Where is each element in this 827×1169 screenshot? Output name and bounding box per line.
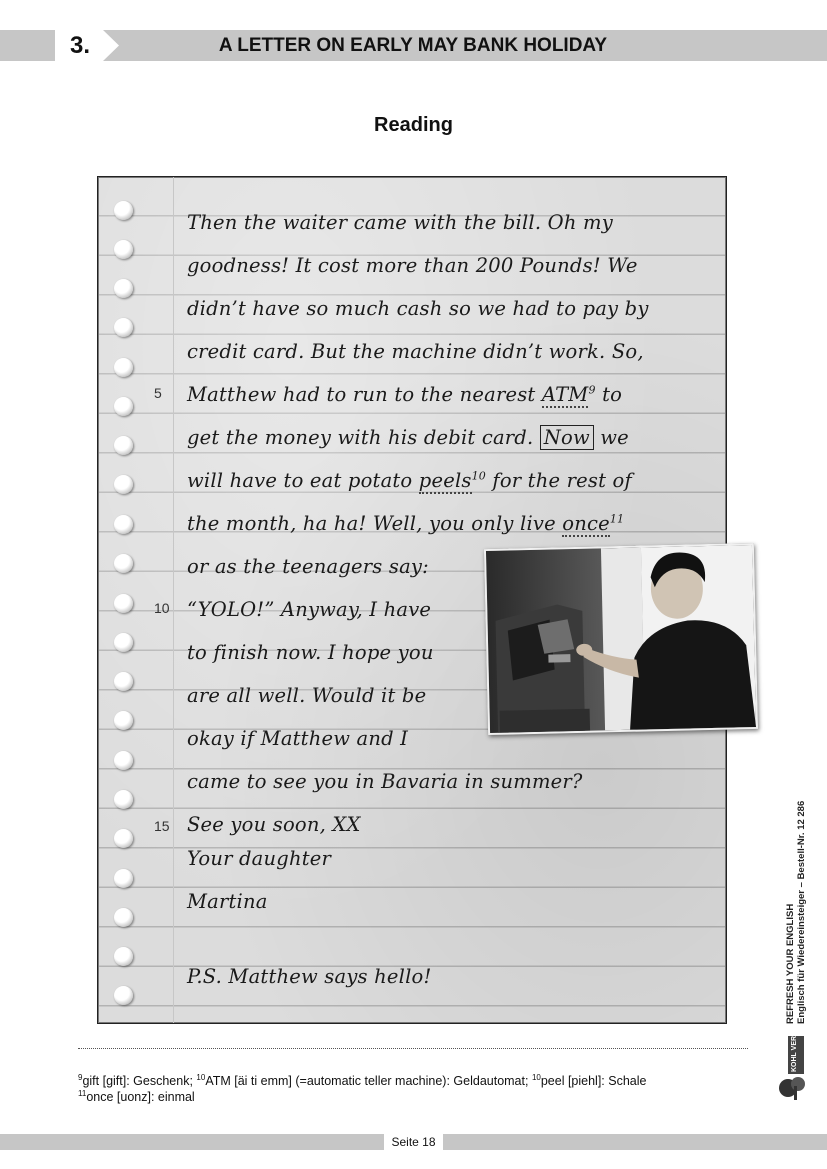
series-title: REFRESH YOUR ENGLISH (785, 903, 796, 1024)
binder-hole-icon (114, 554, 133, 573)
letter-line: to finish now. I hope you (187, 641, 434, 664)
binder-hole-icon (114, 869, 133, 888)
binder-hole-icon (114, 711, 133, 730)
page-title: A LETTER ON EARLY MAY BANK HOLIDAY (218, 35, 608, 56)
letter-line: Martina (187, 890, 268, 913)
letter-line: Your daughter (187, 847, 332, 870)
kohl-verlag-logo-icon (774, 1034, 822, 1102)
header-bar-left (0, 30, 55, 61)
letter-line: P.S. Matthew says hello! (187, 965, 432, 988)
annotated-word: peels (418, 469, 472, 492)
letter-line: okay if Matthew and I (187, 727, 409, 750)
section-title: Reading (374, 114, 453, 136)
line-number: 5 (154, 385, 162, 401)
letter-line: the month, ha ha! Well, you only live once$^{11}$ (187, 512, 625, 535)
binder-hole-icon (114, 947, 133, 966)
binder-hole-icon (114, 633, 133, 652)
footnote-line: $^9$gift [gift]: Geschenk; $^{10}$ATM [äi ti emm] (=automatic teller machine): Geldautomat; $^{10}$peel [piehl]: Schale (78, 1073, 647, 1089)
letter-line: get the money with his debit card. Now we (187, 426, 629, 449)
binder-hole-icon (114, 358, 133, 377)
binder-hole-icon (114, 475, 133, 494)
letter-line: will have to eat potato peels$^{10}$ for the rest of (187, 469, 632, 492)
letter-line: came to see you in Bavaria in summer? (187, 770, 583, 793)
line-number: 10 (154, 600, 170, 616)
letter-line: or as the teenagers say: (187, 555, 429, 578)
letter-line: goodness! It cost more than 200 Pounds! We (187, 254, 638, 277)
binder-hole-icon (114, 594, 133, 613)
binder-hole-icon (114, 751, 133, 770)
binder-hole-icon (114, 672, 133, 691)
binder-hole-icon (114, 908, 133, 927)
letter-line: Then the waiter came with the bill. Oh my (187, 211, 613, 234)
binder-hole-icon (114, 318, 133, 337)
letter-line: credit card. But the machine didn’t work. So, (187, 340, 644, 363)
binder-hole-icon (114, 201, 133, 220)
annotated-word: ATM (541, 383, 589, 406)
binder-hole-icon (114, 397, 133, 416)
atm-photo-icon (484, 543, 758, 735)
side-publication-info (785, 801, 807, 1024)
letter-line: “YOLO!” Anyway, I have (187, 598, 432, 621)
margin-line (173, 177, 174, 1023)
footer-bar-right (443, 1134, 827, 1150)
letter-line: are all well. Would it be (187, 684, 427, 707)
chapter-number: 3. (55, 30, 105, 61)
line-number: 15 (154, 818, 170, 834)
letter-line: didn’t have so much cash so we had to pay by (187, 297, 649, 320)
footnote-divider (78, 1048, 748, 1049)
boxed-word: Now (540, 425, 594, 450)
binder-hole-icon (114, 515, 133, 534)
footer-bar-left (0, 1134, 384, 1150)
page-number: Seite 18 (391, 1135, 436, 1149)
svg-text:KOHL VERLAG: KOHL VERLAG (791, 1034, 798, 1072)
letter-line: Matthew had to run to the nearest ATM$^9$ to (187, 383, 623, 406)
footnote-line: $^{11}$once [uonz]: einmal (78, 1089, 195, 1105)
binder-hole-icon (114, 829, 133, 848)
binder-hole-icon (114, 240, 133, 259)
letter-line: See you soon, XX (187, 813, 361, 836)
binder-hole-icon (114, 986, 133, 1005)
binder-hole-icon (114, 279, 133, 298)
binder-hole-icon (114, 436, 133, 455)
binder-hole-icon (114, 790, 133, 809)
annotated-word: once (562, 512, 610, 535)
order-number: Englisch für Wiedereinsteiger – Bestell-Nr. 12 286 (796, 800, 807, 1024)
